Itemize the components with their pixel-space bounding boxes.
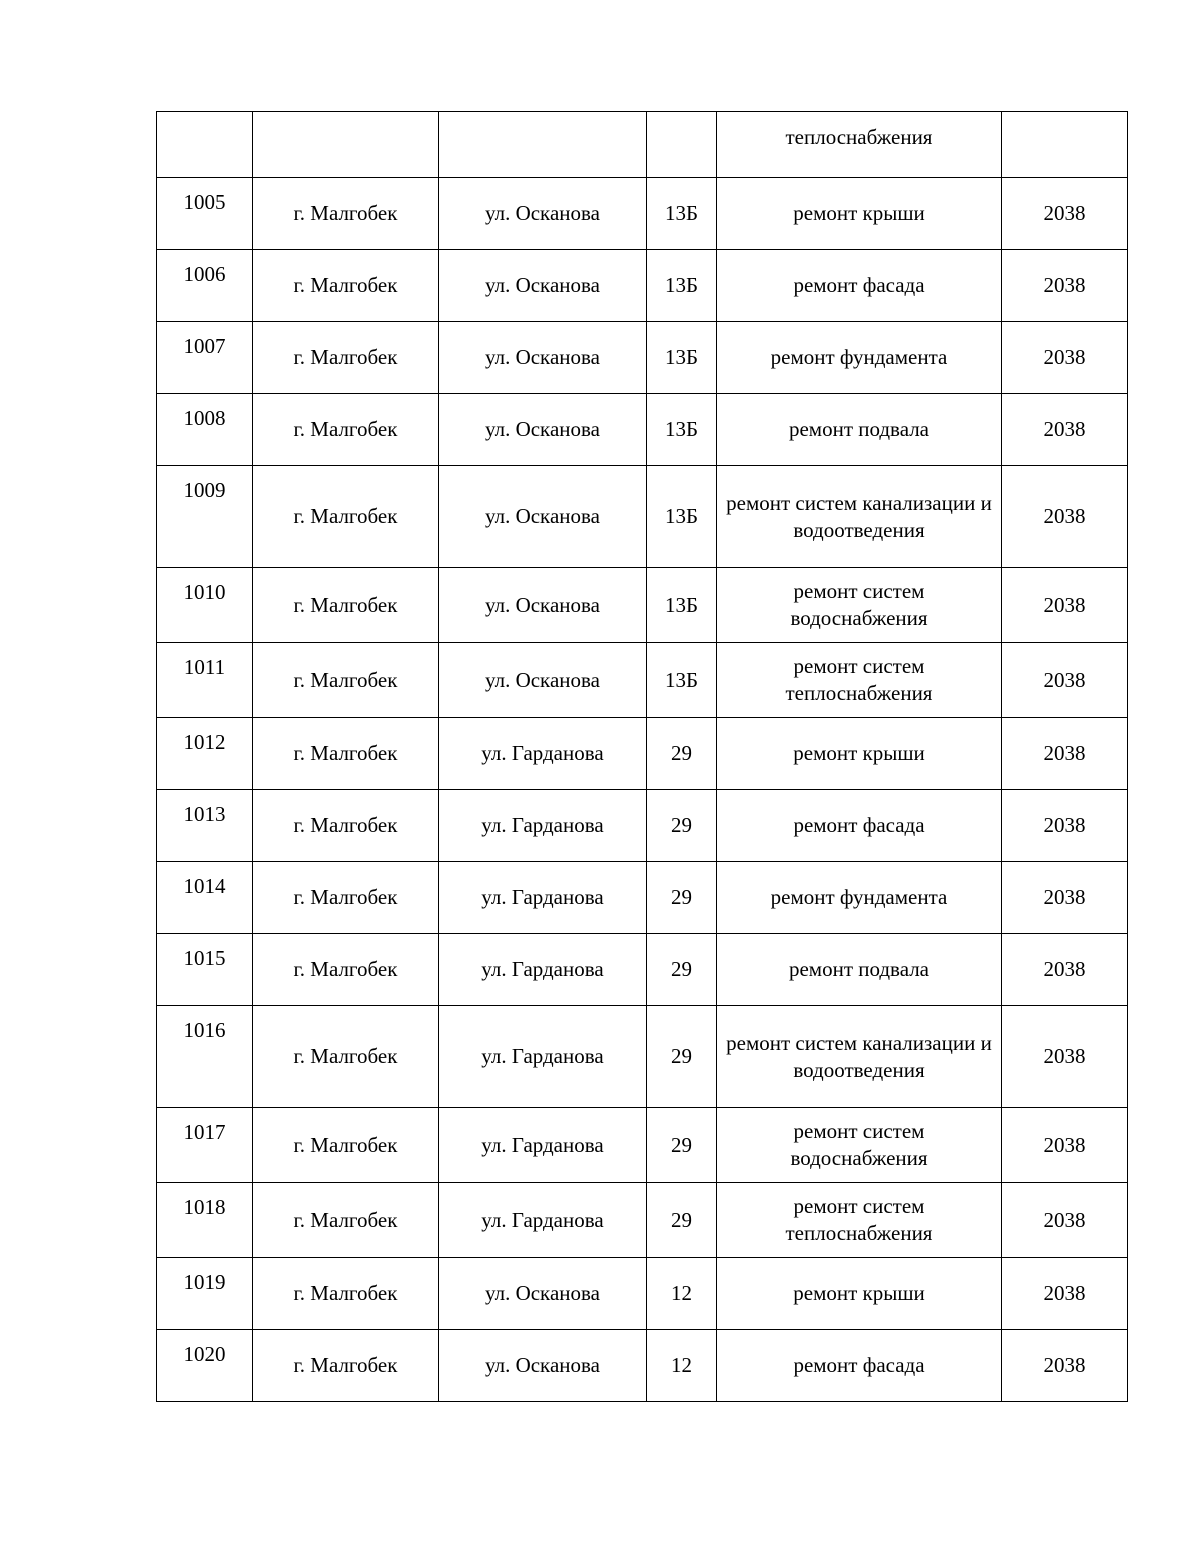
cell-city: г. Малгобек [253, 394, 439, 466]
cell-id: 1012 [157, 718, 253, 790]
cell-city [253, 112, 439, 178]
cell-id: 1015 [157, 934, 253, 1006]
cell-city: г. Малгобек [253, 250, 439, 322]
table-row [157, 1183, 1128, 1258]
cell-house [647, 112, 717, 178]
cell-city: г. Малгобек [253, 1183, 439, 1258]
cell-work: ремонт систем канализации и водоотведения [717, 1006, 1002, 1108]
cell-id: 1006 [157, 250, 253, 322]
cell-house: 13Б [647, 322, 717, 394]
cell-work: ремонт фасада [717, 250, 1002, 322]
table-row [157, 934, 1128, 1006]
cell-id: 1005 [157, 178, 253, 250]
cell-street: ул. Осканова [439, 322, 647, 394]
cell-year: 2038 [1002, 1006, 1128, 1108]
cell-year: 2038 [1002, 1108, 1128, 1183]
cell-work: ремонт фасада [717, 790, 1002, 862]
cell-year: 2038 [1002, 1330, 1128, 1402]
table-row [157, 178, 1128, 250]
cell-house: 29 [647, 1183, 717, 1258]
table-row [157, 568, 1128, 643]
cell-year: 2038 [1002, 790, 1128, 862]
cell-work: ремонт крыши [717, 718, 1002, 790]
cell-work: теплоснабжения [717, 112, 1002, 178]
table-row [157, 790, 1128, 862]
cell-work: ремонт фундамента [717, 862, 1002, 934]
cell-street: ул. Осканова [439, 568, 647, 643]
cell-house: 29 [647, 1108, 717, 1183]
table-row [157, 250, 1128, 322]
cell-city: г. Малгобек [253, 934, 439, 1006]
cell-id: 1018 [157, 1183, 253, 1258]
cell-street: ул. Осканова [439, 250, 647, 322]
cell-id [157, 112, 253, 178]
cell-city: г. Малгобек [253, 1258, 439, 1330]
cell-city: г. Малгобек [253, 643, 439, 718]
cell-id: 1019 [157, 1258, 253, 1330]
cell-street: ул. Осканова [439, 178, 647, 250]
cell-year: 2038 [1002, 568, 1128, 643]
cell-year: 2038 [1002, 394, 1128, 466]
cell-id: 1009 [157, 466, 253, 568]
table-row [157, 466, 1128, 568]
cell-year: 2038 [1002, 1183, 1128, 1258]
cell-year: 2038 [1002, 1258, 1128, 1330]
cell-house: 29 [647, 862, 717, 934]
cell-id: 1011 [157, 643, 253, 718]
table-row [157, 394, 1128, 466]
cell-year: 2038 [1002, 250, 1128, 322]
cell-year: 2038 [1002, 718, 1128, 790]
cell-house: 12 [647, 1330, 717, 1402]
cell-house: 13Б [647, 466, 717, 568]
cell-city: г. Малгобек [253, 862, 439, 934]
cell-year: 2038 [1002, 322, 1128, 394]
cell-year: 2038 [1002, 934, 1128, 1006]
cell-work: ремонт систем водоснабжения [717, 1108, 1002, 1183]
table-row [157, 718, 1128, 790]
cell-city: г. Малгобек [253, 790, 439, 862]
cell-street: ул. Осканова [439, 1258, 647, 1330]
cell-house: 12 [647, 1258, 717, 1330]
cell-city: г. Малгобек [253, 718, 439, 790]
cell-house: 29 [647, 790, 717, 862]
cell-street: ул. Осканова [439, 643, 647, 718]
table-row [157, 322, 1128, 394]
table-row [157, 643, 1128, 718]
cell-id: 1008 [157, 394, 253, 466]
cell-city: г. Малгобек [253, 1006, 439, 1108]
table-row [157, 1108, 1128, 1183]
cell-house: 29 [647, 934, 717, 1006]
cell-work: ремонт систем теплоснабжения [717, 1183, 1002, 1258]
cell-house: 29 [647, 1006, 717, 1108]
cell-street: ул. Осканова [439, 394, 647, 466]
table-row [157, 1330, 1128, 1402]
cell-street: ул. Гарданова [439, 718, 647, 790]
cell-street: ул. Осканова [439, 466, 647, 568]
table-row [157, 1258, 1128, 1330]
cell-work: ремонт систем водоснабжения [717, 568, 1002, 643]
cell-city: г. Малгобек [253, 322, 439, 394]
table-row [157, 862, 1128, 934]
cell-city: г. Малгобек [253, 1330, 439, 1402]
cell-work: ремонт крыши [717, 178, 1002, 250]
cell-city: г. Малгобек [253, 1108, 439, 1183]
cell-work: ремонт систем теплоснабжения [717, 643, 1002, 718]
cell-city: г. Малгобек [253, 568, 439, 643]
cell-year [1002, 112, 1128, 178]
cell-id: 1013 [157, 790, 253, 862]
cell-id: 1014 [157, 862, 253, 934]
cell-id: 1017 [157, 1108, 253, 1183]
cell-id: 1010 [157, 568, 253, 643]
cell-city: г. Малгобек [253, 466, 439, 568]
cell-work: ремонт фасада [717, 1330, 1002, 1402]
cell-house: 29 [647, 718, 717, 790]
cell-work: ремонт подвала [717, 934, 1002, 1006]
cell-id: 1016 [157, 1006, 253, 1108]
cell-house: 13Б [647, 568, 717, 643]
cell-street: ул. Гарданова [439, 1108, 647, 1183]
cell-house: 13Б [647, 643, 717, 718]
cell-street: ул. Гарданова [439, 862, 647, 934]
cell-work: ремонт фундамента [717, 322, 1002, 394]
cell-year: 2038 [1002, 178, 1128, 250]
cell-work: ремонт подвала [717, 394, 1002, 466]
cell-street [439, 112, 647, 178]
cell-work: ремонт крыши [717, 1258, 1002, 1330]
table-row-continuation [157, 112, 1128, 178]
cell-street: ул. Гарданова [439, 1006, 647, 1108]
cell-street: ул. Гарданова [439, 790, 647, 862]
cell-id: 1007 [157, 322, 253, 394]
cell-year: 2038 [1002, 862, 1128, 934]
cell-street: ул. Гарданова [439, 1183, 647, 1258]
cell-year: 2038 [1002, 466, 1128, 568]
cell-year: 2038 [1002, 643, 1128, 718]
table-row [157, 1006, 1128, 1108]
cell-city: г. Малгобек [253, 178, 439, 250]
cell-house: 13Б [647, 250, 717, 322]
cell-id: 1020 [157, 1330, 253, 1402]
cell-house: 13Б [647, 178, 717, 250]
works-table [156, 111, 1128, 1402]
cell-street: ул. Осканова [439, 1330, 647, 1402]
cell-house: 13Б [647, 394, 717, 466]
cell-street: ул. Гарданова [439, 934, 647, 1006]
cell-work: ремонт систем канализации и водоотведения [717, 466, 1002, 568]
